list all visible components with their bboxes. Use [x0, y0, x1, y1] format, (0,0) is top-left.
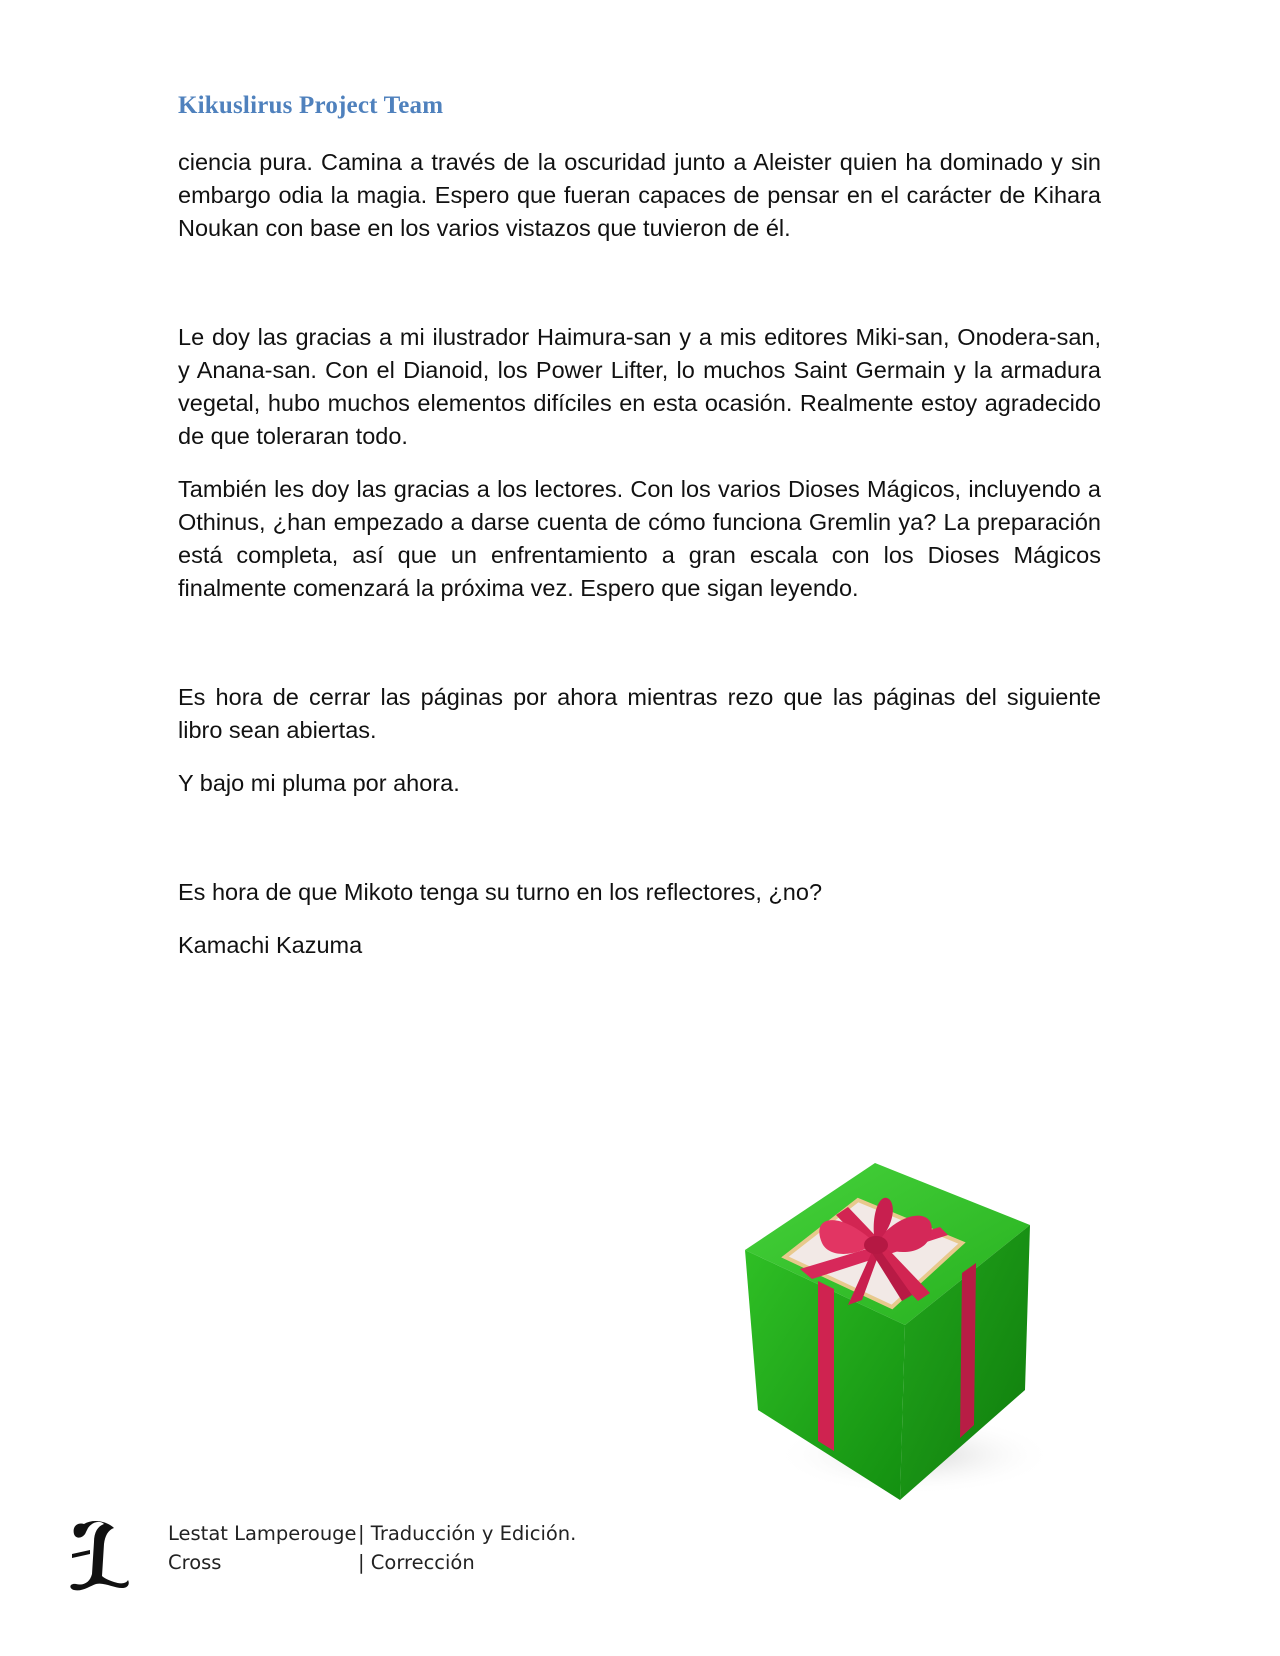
paragraph-4: Es hora de cerrar las páginas por ahora mientras rezo que las páginas del siguiente libro sean abiertas. — [178, 684, 1101, 743]
author-signature: Kamachi Kazuma — [178, 932, 363, 958]
footer-credits — [168, 1519, 576, 1577]
credit-role: | Corrección — [358, 1551, 475, 1574]
paragraph-2: Le doy las gracias a mi ilustrador Haimura-san y a mis editores Miki-san, Onodera-san, y Anana-san. Con el Dianoid, los Power Lifter, lo muchos Saint Germain y la armadura vegetal, hubo muchos elementos difíciles en esta ocasión. Realmente estoy agradecido de que toleraran todo. — [178, 324, 1101, 449]
credit-name: Cross — [168, 1551, 222, 1574]
credit-role: | Traducción y Edición. — [358, 1522, 577, 1545]
paragraph-3: También les doy las gracias a los lectores. Con los varios Dioses Mágicos, incluyendo a Othinus, ¿han empezado a darse cuenta de cómo funciona Gremlin ya? La preparación está completa, así que un enfrentamiento a gran escala con los Dioses Mágicos finalmente comenzará la próxima vez. Espero que sigan leyendo. — [178, 476, 1101, 601]
gift-box-illustration — [730, 1155, 1050, 1515]
credit-name: Lestat Lamperouge — [168, 1522, 357, 1545]
paragraph-1: ciencia pura. Camina a través de la oscuridad junto a Aleister quien ha dominado y sin embargo odia la magia. Espero que fueran capaces de pensar en el carácter de Kihara Noukan con base en los varios vistazos que tuvieron de él. — [178, 149, 1101, 241]
page-header: Kikuslirus Project Team — [178, 92, 444, 119]
gothic-letter-l-icon — [64, 1514, 132, 1596]
document-body — [178, 146, 1101, 962]
credit-row — [168, 1548, 576, 1577]
credit-row — [168, 1519, 576, 1548]
paragraph-6: Es hora de que Mikoto tenga su turno en los reflectores, ¿no? — [178, 879, 823, 905]
paragraph-5: Y bajo mi pluma por ahora. — [178, 770, 460, 796]
